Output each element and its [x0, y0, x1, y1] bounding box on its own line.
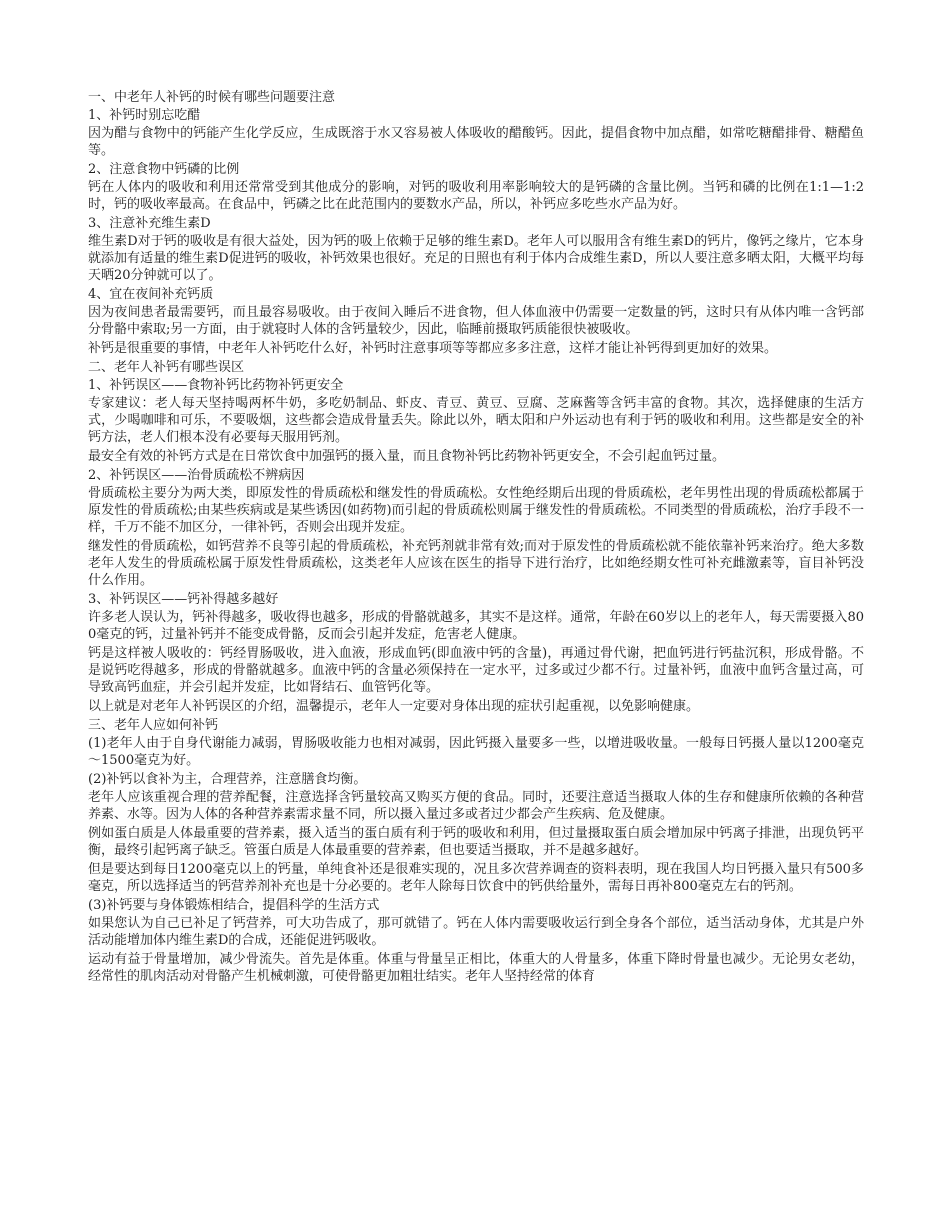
paragraph: 最安全有效的补钙方式是在日常饮食中加强钙的摄入量，而且食物补钙比药物补钙更安全，不会引起血钙过量。: [88, 449, 726, 464]
subheading: 4、宜在夜间补充钙质: [88, 287, 214, 302]
section-heading: 二、老年人补钙有哪些误区: [88, 360, 245, 375]
paragraph: 专家建议：老人每天坚持喝两杯牛奶，多吃奶制品、虾皮、青豆、黄豆、豆腐、芝麻酱等含钙丰富的食物。其次，选择健康的生活方式，少喝咖啡和可乐，不要吸烟，这些都会造成骨量丢失。除此以外，晒太阳和户外运动也有利于钙的吸收和利用。这些都是安全的补钙方法，老人们根本没有必要每天服用钙剂。: [88, 396, 864, 445]
paragraph: 许多老人误认为，钙补得越多，吸收得也越多，形成的骨骼就越多，其实不是这样。通常，年龄在60岁以上的老年人，每天需要摄入800毫克的钙，过量补钙并不能变成骨骼，反而会引起并发症，危害老人健康。: [88, 610, 864, 642]
paragraph: 钙是这样被人吸收的：钙经胃肠吸收，进入血液，形成血钙(即血液中钙的含量)，再通过骨代谢，把血钙进行钙盐沉积，形成骨骼。不是说钙吃得越多，形成的骨骼就越多。血液中钙的含量必须保持在一定水平，过多或过少都不行。过量补钙，血液中血钙含量过高，可导致高钙血症，并会引起并发症，比如肾结石、血管钙化等。: [88, 646, 864, 695]
paragraph: 因为醋与食物中的钙能产生化学反应，生成既溶于水又容易被人体吸收的醋酸钙。因此，提倡食物中加点醋，如常吃糖醋排骨、糖醋鱼等。: [88, 126, 864, 158]
paragraph: 补钙是很重要的事情，中老年人补钙吃什么好，补钙时注意事项等等都应多多注意，这样才能让补钙得到更加好的效果。: [88, 341, 778, 356]
paragraph: 钙在人体内的吸收和利用还常常受到其他成分的影响，对钙的吸收利用率影响较大的是钙磷的含量比例。当钙和磷的比例在1:1—1:2时，钙的吸收率最高。在食品中，钙磷之比在此范围内的要数水产品，所以，补钙应多吃些水产品为好。: [88, 180, 864, 212]
subheading: 1、补钙误区——食物补钙比药物补钙更安全: [88, 378, 344, 393]
paragraph: 维生素D对于钙的吸收是有很大益处，因为钙的吸上依赖于足够的维生素D。老年人可以服用含有维生素D的钙片，像钙之缘片，它本身就添加有适量的维生素D促进钙的吸收，补钙效果也很好。充足的日照也有利于体内合成维生素D，所以人要注意多晒太阳，大概平均每天晒20分钟就可以了。: [88, 234, 864, 283]
section-heading: 三、老年人应如何补钙: [88, 718, 219, 733]
subheading: (3)补钙要与身体锻炼相结合，提倡科学的生活方式: [88, 898, 380, 913]
subheading: 1、补钙时别忘吃醋: [88, 108, 201, 123]
paragraph: 但是要达到每日1200毫克以上的钙量，单纯食补还是很难实现的，况且多次营养调查的资料表明，现在我国人均日钙摄入量只有500多毫克，所以选择适当的钙营养剂补充也是十分必要的。老年人除每日饮食中的钙供给量外，需每日再补800毫克左右的钙剂。: [88, 862, 864, 894]
section-heading: 一、中老年人补钙的时候有哪些问题要注意: [88, 90, 336, 105]
subheading: 3、注意补充维生素D: [88, 216, 211, 231]
paragraph: 例如蛋白质是人体最重要的营养素，摄入适当的蛋白质有利于钙的吸收和利用，但过量摄取蛋白质会增加尿中钙离子排泄，出现负钙平衡，最终引起钙离子缺乏。管蛋白质是人体最重要的营养素，但也要适当摄取，并不是越多越好。: [88, 826, 864, 858]
paragraph: 如果您认为自己已补足了钙营养，可大功告成了，那可就错了。钙在人体内需要吸收运行到全身各个部位，适当活动身体，尤其是户外活动能增加体内维生素D的合成，还能促进钙吸收。: [88, 916, 864, 948]
subheading: 2、注意食物中钙磷的比例: [88, 162, 240, 177]
paragraph: 继发性的骨质疏松，如钙营养不良等引起的骨质疏松，补充钙剂就非常有效;而对于原发性的骨质疏松就不能依靠补钙来治疗。绝大多数老年人发生的骨质疏松属于原发性骨质疏松，这类老年人应该在医生的指导下进行治疗，比如绝经期女性可补充雌激素等，盲目补钙没什么作用。: [88, 539, 864, 588]
paragraph: 因为夜间患者最需要钙，而且最容易吸收。由于夜间入睡后不进食物，但人体血液中仍需要一定数量的钙，这时只有从体内唯一含钙部分骨骼中索取;另一方面，由于就寝时人体的含钙量较少，因此，临睡前摄取钙质能很快被吸收。: [88, 305, 864, 337]
paragraph: 运动有益于骨量增加，减少骨流失。首先是体重。体重与骨量呈正相比，体重大的人骨量多，体重下降时骨量也减少。无论男女老幼，经常性的肌肉活动对骨骼产生机械刺激，可使骨骼更加粗壮结实。老年人坚持经常的体育: [88, 952, 864, 984]
subheading: 2、补钙误区——治骨质疏松不辨病因: [88, 468, 305, 483]
paragraph: 老年人应该重视合理的营养配餐，注意选择含钙量较高又购买方便的食品。同时，还要注意适当摄取人体的生存和健康所依赖的各种营养素、水等。因为人体的各种营养素需求量不同，所以摄入量过多或者过少都会产生疾病、危及健康。: [88, 790, 864, 822]
paragraph: 以上就是对老年人补钙误区的介绍，温馨提示，老年人一定要对身体出现的症状引起重视，以免影响健康。: [88, 699, 700, 714]
document-body: [88, 89, 864, 987]
paragraph: 骨质疏松主要分为两大类，即原发性的骨质疏松和继发性的骨质疏松。女性绝经期后出现的骨质疏松，老年男性出现的骨质疏松都属于原发性的骨质疏松;由某些疾病或是某些诱因(如药物)而引起的骨质疏松则属于继发性的骨质疏松。不同类型的骨质疏松，治疗手段不一样，千万不能不加区分，一律补钙，否则会出现并发症。: [88, 486, 864, 535]
paragraph: (1)老年人由于自身代谢能力减弱，胃肠吸收能力也相对减弱，因此钙摄入量要多一些，以增进吸收量。一般每日钙摄人量以1200毫克～1500毫克为好。: [88, 736, 864, 768]
subheading: 3、补钙误区——钙补得越多越好: [88, 592, 279, 607]
subheading: (2)补钙以食补为主，合理营养，注意膳食均衡。: [88, 772, 367, 787]
